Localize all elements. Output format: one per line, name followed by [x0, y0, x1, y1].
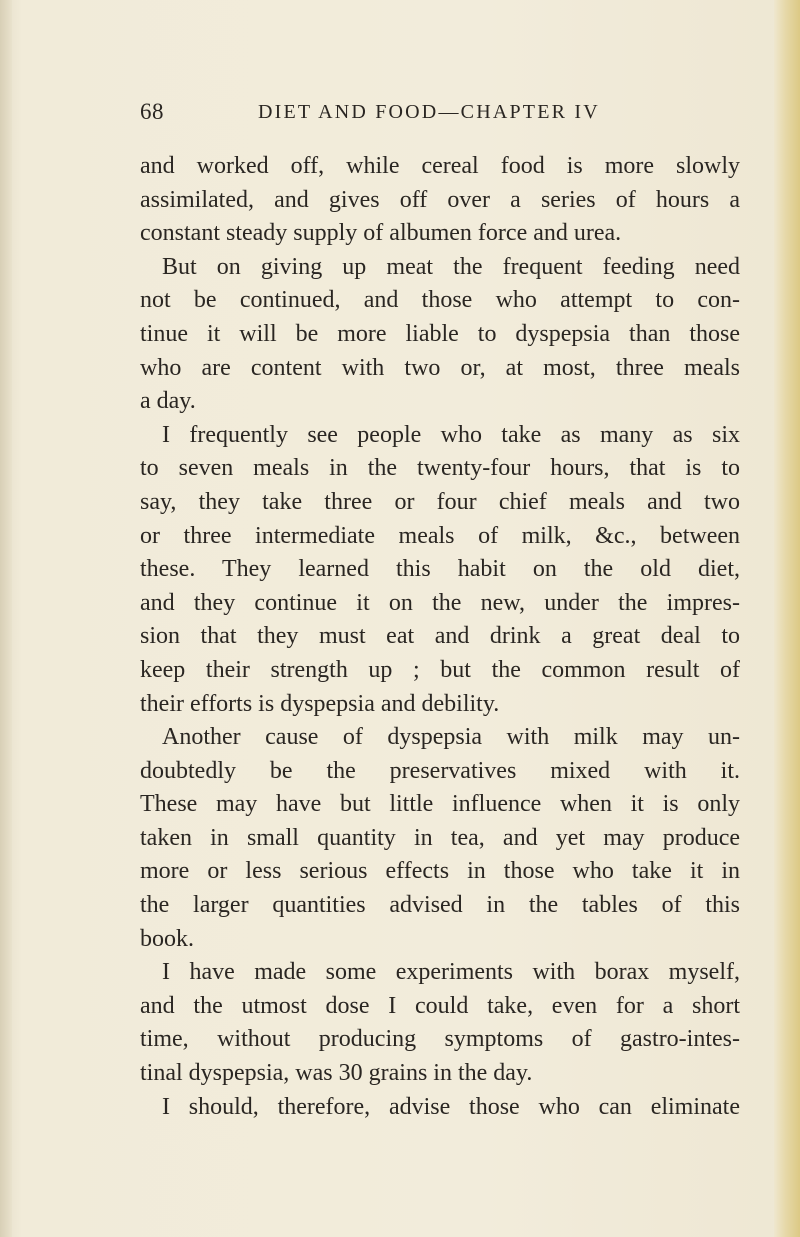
text-line: I frequently see people who take as many as six — [162, 421, 740, 448]
text-line: tinal dyspepsia, was 30 grains in the day. — [140, 1060, 533, 1087]
running-head: DIET AND FOOD—CHAPTER IV — [258, 101, 600, 123]
text-line: sion that they must eat and drink a great deal to — [140, 623, 740, 650]
text-line: and the utmost dose I could take, even for a short — [140, 992, 740, 1019]
text-line: time, without producing symptoms of gastro-intes- — [140, 1026, 740, 1053]
text-line: the larger quantities advised in the tables of this — [140, 892, 740, 919]
text-line: who are content with two or, at most, three meals — [140, 354, 740, 381]
text-line: these. They learned this habit on the old diet, — [140, 556, 740, 583]
text-line: I should, therefore, advise those who can eliminate — [162, 1093, 740, 1120]
text-line: keep their strength up ; but the common result of — [140, 656, 740, 683]
text-line: say, they take three or four chief meals and two — [140, 488, 740, 515]
text-line: taken in small quantity in tea, and yet may produce — [140, 824, 740, 851]
text-line: a day. — [140, 388, 196, 415]
page-gutter-shadow — [0, 0, 12, 1237]
text-line: to seven meals in the twenty-four hours, that is to — [140, 455, 740, 482]
page-header — [140, 99, 760, 133]
text-line: and they continue it on the new, under the impres- — [140, 589, 740, 616]
text-line: or three intermediate meals of milk, &c., between — [140, 522, 740, 549]
text-line: I have made some experiments with borax myself, — [162, 959, 740, 986]
body-text — [140, 150, 740, 1124]
text-line: not be continued, and those who attempt to con- — [140, 287, 740, 314]
text-line: constant steady supply of albumen force and urea. — [140, 220, 622, 247]
text-line: assimilated, and gives off over a series of hours a — [140, 186, 740, 213]
text-line: more or less serious effects in those who take it in — [140, 858, 740, 885]
text-line: book. — [140, 925, 194, 952]
text-line: Another cause of dyspepsia with milk may un- — [162, 724, 740, 751]
page-number: 68 — [140, 99, 164, 124]
text-line: tinue it will be more liable to dyspepsia than those — [140, 320, 740, 347]
page-edge — [774, 0, 800, 1237]
text-line: But on giving up meat the frequent feeding need — [162, 253, 740, 280]
text-line: and worked off, while cereal food is more slowly — [140, 153, 740, 179]
text-line: These may have but little influence when it is only — [140, 791, 740, 818]
text-line: doubtedly be the preservatives mixed with it. — [140, 757, 740, 784]
text-line: their efforts is dyspepsia and debility. — [140, 690, 500, 717]
